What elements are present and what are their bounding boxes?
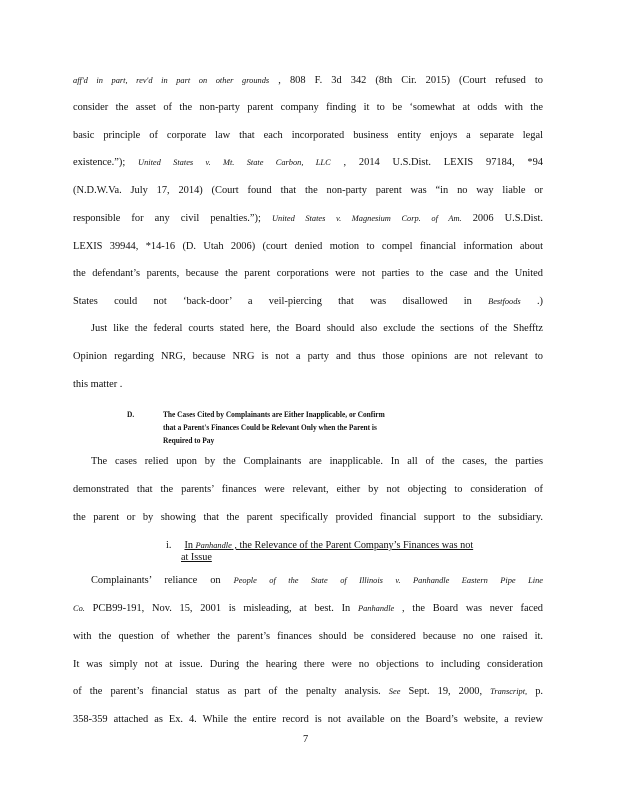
page-number: 7 [303,734,309,745]
text-run: existence.”); [73,157,139,168]
text-line [73,685,543,699]
text-run: the defendant’s parents, because the parent corporations were not parties to the case and the United [73,268,543,279]
text-line [73,713,543,727]
text-line [73,240,543,254]
text-line [73,574,543,588]
italic-citation: See [388,687,401,696]
text-line [73,129,543,143]
subheading-line-2: at Issue [181,552,212,563]
italic-citation: Transcript, [490,687,528,696]
text-line [73,101,543,115]
text-line [73,322,543,336]
italic-citation: United States v. Magnesium Corp. of Am. [271,214,462,223]
text-run: with the question of whether the parent’s finances should be considered because no one raised it. [73,631,543,642]
text-run: the parent or by showing that the parent specifically provided financial support to the subsidiary. [73,512,543,523]
subheading-i [166,540,473,552]
text-line [73,74,543,88]
text-run: .) [520,296,544,307]
text-run: 2006 U.S.Dist. [461,213,544,224]
text-run: Just like the federal courts stated here, the Board should also exclude the sections of the Shefftz [91,323,543,334]
text-run: demonstrated that the parents’ finances were relevant, either by not objecting to consideration of [73,484,543,495]
subheading-rest: , the Relevance of the Parent Company’s Finances was not [231,540,474,551]
text-line [73,350,543,364]
text-run: , 2014 U.S.Dist. LEXIS 97184, *94 [330,157,543,168]
subheading-pre: In [184,540,196,551]
heading-d-line-3: Required to Pay [163,435,215,445]
text-line [73,511,543,525]
text-run: responsible for any civil penalties.”); [73,213,272,224]
italic-citation: Bestfoods [488,297,521,306]
text-run: (N.D.W.Va. July 17, 2014) (Court found that the non-party parent was “in no way liable or [73,185,543,196]
text-run: basic principle of corporate law that each incorporated business entity enjoys a separate legal [73,130,543,141]
text-run: consider the asset of the non-party parent company finding it to be ‘somewhat at odds with the [73,102,543,113]
text-run: p. [527,686,543,697]
subheading-case-name: Panhandle [195,541,232,550]
italic-citation: aff'd in part, rev'd in part on other grounds [73,76,270,85]
text-run: LEXIS 39944, *14-16 (D. Utah 2006) (court denied motion to compel financial information about [73,241,543,252]
text-run: Complainants’ reliance on [91,575,234,586]
text-run: PCB99-191, Nov. 15, 2001 is misleading, at best. In [84,603,358,614]
text-line [73,184,543,198]
text-run: of the parent’s financial status as part of the penalty analysis. [73,686,389,697]
italic-citation: Panhandle [357,604,395,613]
text-run: States could not ‘back-door’ a veil-piercing that was disallowed in [73,296,489,307]
text-line [73,658,543,672]
text-run: , 808 F. 3d 342 (8th Cir. 2015) (Court refused to [269,75,543,86]
italic-citation: Co. [73,604,85,613]
text-line [73,602,543,616]
subheading-numeral: i. [166,540,172,551]
text-run: Sept. 19, 2000, [400,686,491,697]
italic-citation: People of the State of Illinois v. Panhandle Eastern Pipe Line [233,576,543,585]
subheading-line-1 [184,540,473,551]
heading-d-letter: D. [127,409,135,419]
italic-citation: United States v. Mt. State Carbon, LLC [138,158,331,167]
text-line [73,378,543,392]
text-line [73,295,543,309]
text-line [73,156,543,170]
text-run: It was simply not at issue. During the hearing there were no objections to including consideration [73,659,543,670]
text-line [73,483,543,497]
text-run: The cases relied upon by the Complainants are inapplicable. In all of the cases, the parties [91,456,543,467]
text-line [73,455,543,469]
text-run: Opinion regarding NRG, because NRG is not a party and thus those opinions are not relevant to [73,351,543,362]
text-run: this matter . [73,379,123,390]
text-run: , the Board was never faced [394,603,543,614]
heading-d-line-1: The Cases Cited by Complainants are Either Inapplicable, or Confirm [163,409,385,419]
heading-d-line-2: that a Parent's Finances Could be Relevant Only when the Parent is [163,422,377,432]
text-line [73,212,543,226]
text-line [73,267,543,281]
text-run: 358-359 attached as Ex. 4. While the entire record is not available on the Board’s website, a review [73,714,543,725]
text-line [73,630,543,644]
